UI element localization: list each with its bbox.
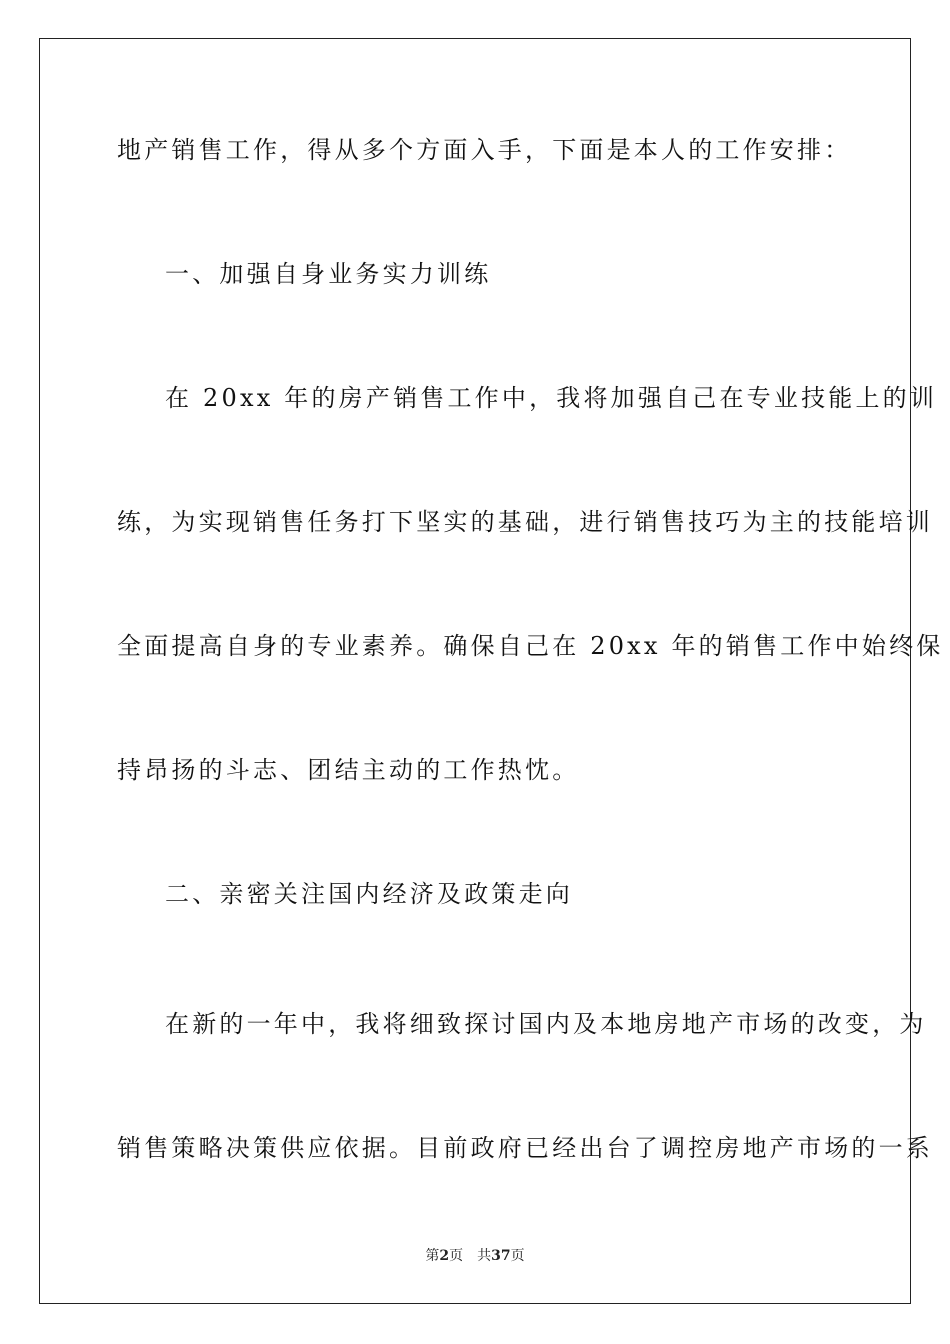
page-footer [0, 1247, 950, 1265]
page-number: 2 [439, 1248, 450, 1264]
body-text-line-7: 销售策略决策供应依据。目前政府已经出台了调控房地产市场的一系 [117, 1134, 933, 1162]
total-suffix: 页 [510, 1248, 525, 1264]
page-border [39, 38, 944, 1304]
body-text-line-4: 全面提高自身的专业素养。确保自己在 20xx 年的销售工作中始终保 [117, 632, 944, 660]
section-heading-1: 一、加强自身业务实力训练 [165, 260, 492, 288]
section-heading-2: 二、亲密关注国内经济及政策走向 [165, 880, 573, 908]
total-pages: 37 [491, 1248, 511, 1264]
body-text-line-2: 在 20xx 年的房产销售工作中，我将加强自己在专业技能上的训 [165, 384, 938, 412]
body-text-line-6: 在新的一年中，我将细致探讨国内及本地房地产市场的改变，为 [165, 1010, 927, 1038]
total-prefix: 共 [477, 1248, 492, 1264]
body-text-line-1: 地产销售工作，得从多个方面入手，下面是本人的工作安排： [117, 136, 852, 164]
body-text-line-3: 练，为实现销售任务打下坚实的基础，进行销售技巧为主的技能培训 [117, 508, 933, 536]
page-prefix: 第 [425, 1248, 440, 1264]
page-suffix: 页 [449, 1248, 464, 1264]
body-text-line-5: 持昂扬的斗志、团结主动的工作热忱。 [117, 756, 580, 784]
